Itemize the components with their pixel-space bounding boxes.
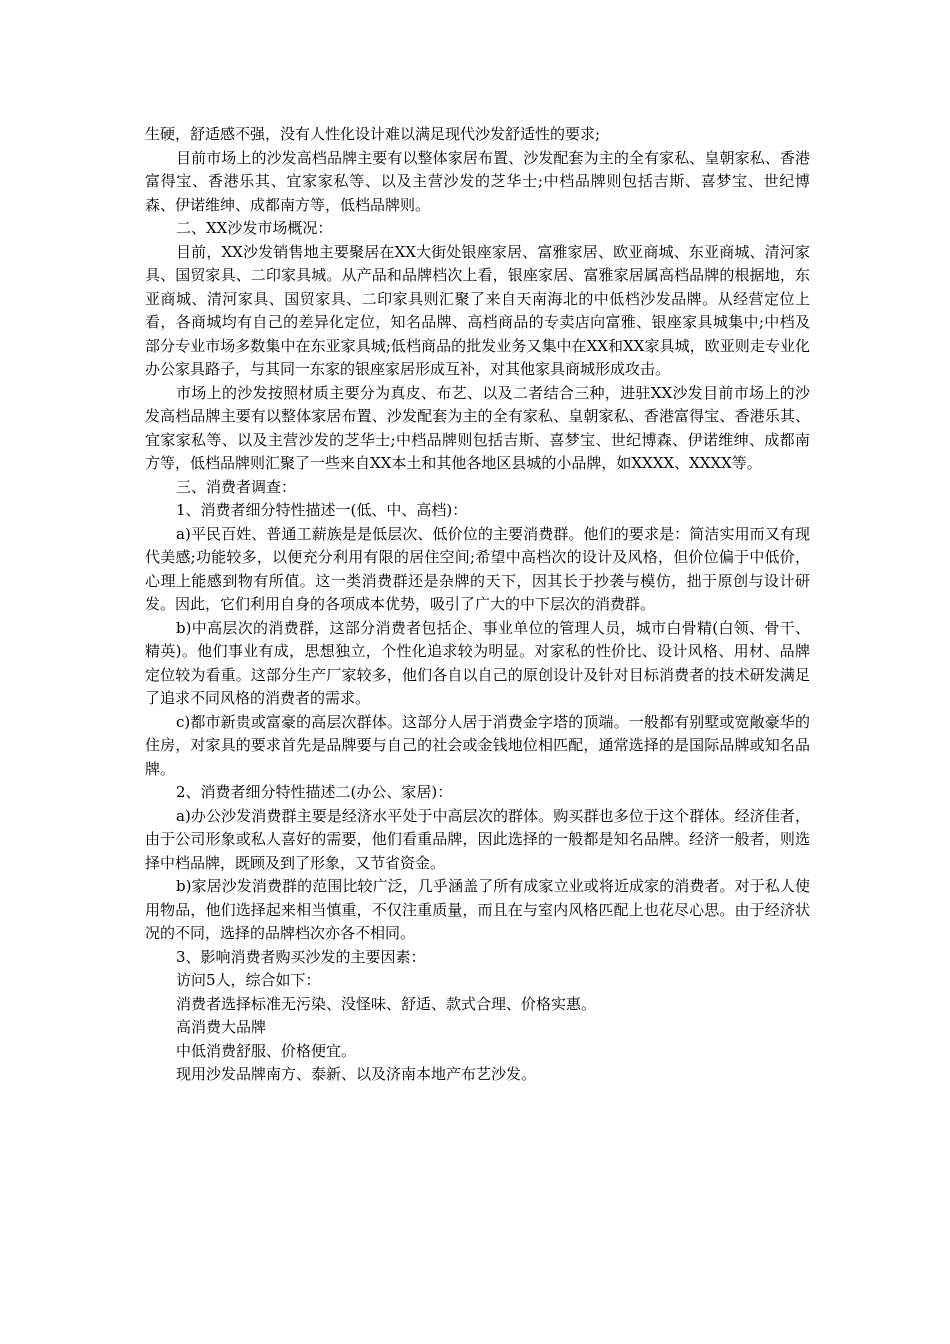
- paragraph-home-sofa: b)家居沙发消费群的范围比较广泛，几乎涵盖了所有成家立业或将近成家的消费者。对于私人使用物品，他们选择起来相当慎重，不仅注重质量，而且在与室内风格匹配上也花尽心思。由于经济状况的不同，选择的品牌档次亦各不相同。: [145, 877, 810, 942]
- paragraph-material-types: 市场上的沙发按照材质主要分为真皮、布艺、以及二者结合三种，进驻XX沙发目前市场上的沙发高档品牌主要有以整体家居布置、沙发配套为主的全有家私、皇朝家私、香港富得宝、香港乐其、宜家家私等、以及主营沙发的芝华士;中档品牌则包括吉斯、喜梦宝、世纪博森、伊诺维绅、成都南方等，低档品牌则汇聚了一些来自XX本土和其他各地区县城的小品牌，如XXXX、XXXX等。: [145, 383, 810, 472]
- section-heading-consumer-survey: 三、消费者调查：: [176, 477, 297, 496]
- subheading-purchase-factors: 3、影响消费者购买沙发的主要因素：: [176, 947, 426, 966]
- document-body: [145, 123, 810, 1087]
- paragraph-selection-criteria: 消费者选择标准无污染、没怪味、舒适、款式合理、价格实惠。: [176, 994, 597, 1013]
- paragraph-brand-tiers: 目前市场上的沙发高档品牌主要有以整体家居布置、沙发配套为主的全有家私、皇朝家私、香港富得宝、香港乐其、宜家家私等、以及主营沙发的芝华士;中档品牌则包括吉斯、喜梦宝、世纪博森、伊诺维绅、成都南方等，低档品牌则。: [145, 148, 810, 214]
- paragraph-segment-high: c)都市新贵或富豪的高层次群体。这部分人居于消费金字塔的顶端。一般都有别墅或宽敞豪华的住房，对家具的要求首先是品牌要与自己的社会或金钱地位相匹配，通常选择的是国际品牌或知名品牌。: [145, 712, 810, 778]
- section-heading-market-overview: 二、XX沙发市场概况：: [176, 219, 333, 237]
- subheading-segment-usage: 2、消费者细分特性描述二(办公、家居)：: [176, 783, 453, 801]
- paragraph-interview-count: 访问5人，综合如下：: [176, 971, 321, 989]
- paragraph-high-consumption: 高消费大品牌: [176, 1018, 267, 1036]
- paragraph-current-brands: 现用沙发品牌南方、泰新、以及济南本地产布艺沙发。: [176, 1065, 537, 1083]
- paragraph-segment-mid-high: b)中高层次的消费群，这部分消费者包括企、事业单位的管理人员，城市白骨精(白领、骨干、精英)。他们事业有成，思想独立，个性化追求较为明显。对家私的性价比、设计风格、用材、品牌定位较为看重。这部分生产厂家较多，他们各自以自己的原创设计及针对目标消费者的技术研发满足了追求不同风格的消费者的需求。: [145, 618, 810, 707]
- paragraph-mid-low-consumption: 中低消费舒服、价格便宜。: [176, 1041, 357, 1060]
- paragraph-sales-locations: 目前，XX沙发销售地主要聚居在XX大街处银座家居、富雅家居、欧亚商城、东亚商城、清河家具、国贸家具、二印家具城。从产品和品牌档次上看，银座家居、富雅家居属高档品牌的根据地，东亚商城、清河家具、国贸家具、二印家具则汇聚了来自天南海北的中低档沙发品牌。从经营定位上看，各商城均有自己的差异化定位，知名品牌、高档商品的专卖店向富雅、银座家具城集中;中档及部分专业市场多数集中在东亚家具城;低档商品的批发业务又集中在XX和XX家具城，欧亚则走专业化办公家具路子，与其同一东家的银座家居形成互补，对其他家具商城形成攻击。: [145, 242, 810, 378]
- paragraph-office-sofa: a)办公沙发消费群主要是经济水平处于中高层次的群体。购买群也多位于这个群体。经济佳者，由于公司形象或私人喜好的需要，他们看重品牌，因此选择的一般都是知名品牌。经济一般者，则选择中档品牌，既顾及到了形象，又节省资金。: [145, 806, 810, 872]
- paragraph-comfort-note: 生硬，舒适感不强，没有人性化设计难以满足现代沙发舒适性的要求;: [145, 125, 601, 143]
- subheading-segment-price: 1、消费者细分特性描述一(低、中、高档)：: [176, 501, 468, 519]
- paragraph-segment-low: a)平民百姓、普通工薪族是是低层次、低价位的主要消费群。他们的要求是：简洁实用而又有现代美感;功能较多，以便充分利用有限的居住空间;希望中高档次的设计及风格，但价位偏于中低价，心理上能感到物有所值。这一类消费群还是杂牌的天下，因其长于抄袭与模仿，拙于原创与设计研发。因此，它们利用自身的各项成本优势，吸引了广大的中下层次的消费群。: [145, 524, 810, 613]
